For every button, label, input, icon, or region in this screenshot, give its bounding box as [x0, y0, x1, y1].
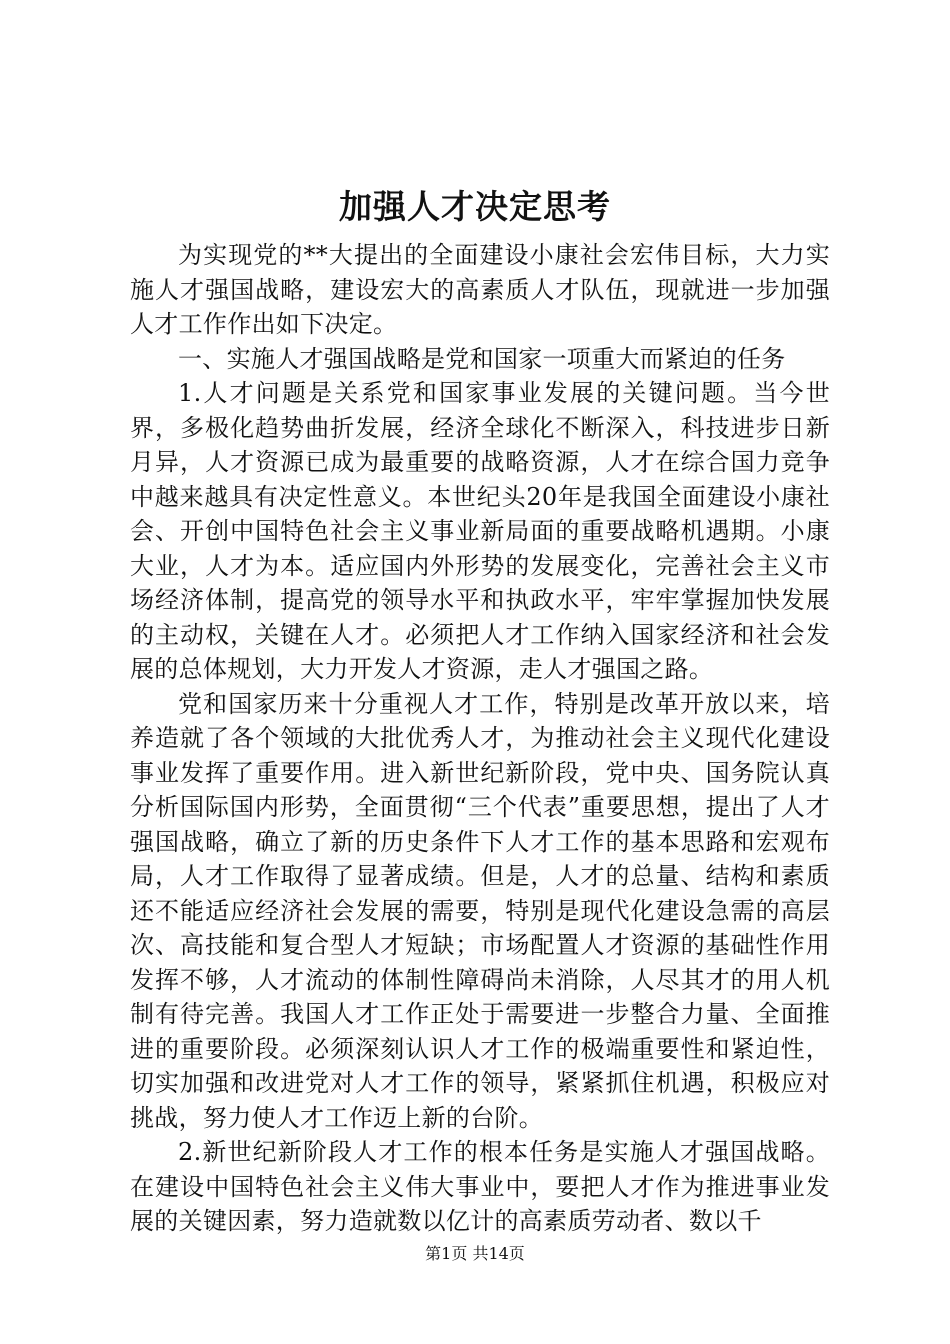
- section-heading-1: 一、实施人才强国战略是党和国家一项重大而紧迫的任务: [178, 344, 786, 373]
- page-number-footer: 第1页 共14页: [425, 1244, 525, 1263]
- paragraph-1: 1.人才问题是关系党和国家事业发展的关键问题。当今世界，多极化趋势曲折发展，经济全球化不断深入，科技进步日新月异，人才资源已成为最重要的战略资源，人才在综合国力竞争中越来越具有决定性意义。本世纪头20年是我国全面建设小康社会、开创中国特色社会主义事业新局面的重要战略机遇期。小康大业，人才为本。适应国内外形势的发展变化，完善社会主义市场经济体制，提高党的领导水平和执政水平，牢牢掌握加快发展的主动权，关键在人才。必须把人才工作纳入国家经济和社会发展的总体规划，大力开发人才资源，走人才强国之路。: [130, 379, 830, 683]
- document-title: 加强人才决定思考: [339, 187, 611, 226]
- paragraph-intro: 为实现党的**大提出的全面建设小康社会宏伟目标，大力实施人才强国战略，建设宏大的高素质人才队伍，现就进一步加强人才工作作出如下决定。: [130, 241, 830, 338]
- document-body: [130, 238, 830, 1239]
- paragraph-3: 2.新世纪新阶段人才工作的根本任务是实施人才强国战略。在建设中国特色社会主义伟大事业中，要把人才作为推进事业发展的关键因素，努力造就数以亿计的高素质劳动者、数以千: [130, 1138, 830, 1235]
- paragraph-2: 党和国家历来十分重视人才工作，特别是改革开放以来，培养造就了各个领域的大批优秀人才，为推动社会主义现代化建设事业发挥了重要作用。进入新世纪新阶段，党中央、国务院认真分析国际国内形势，全面贯彻“三个代表”重要思想，提出了人才强国战略，确立了新的历史条件下人才工作的基本思路和宏观布局，人才工作取得了显著成绩。但是，人才的总量、结构和素质还不能适应经济社会发展的需要，特别是现代化建设急需的高层次、高技能和复合型人才短缺；市场配置人才资源的基础性作用发挥不够，人才流动的体制性障碍尚未消除，人尽其才的用人机制有待完善。我国人才工作正处于需要进一步整合力量、全面推进的重要阶段。必须深刻认识人才工作的极端重要性和紧迫性，切实加强和改进党对人才工作的领导，紧紧抓住机遇，积极应对挑战，努力使人才工作迈上新的台阶。: [130, 689, 830, 1132]
